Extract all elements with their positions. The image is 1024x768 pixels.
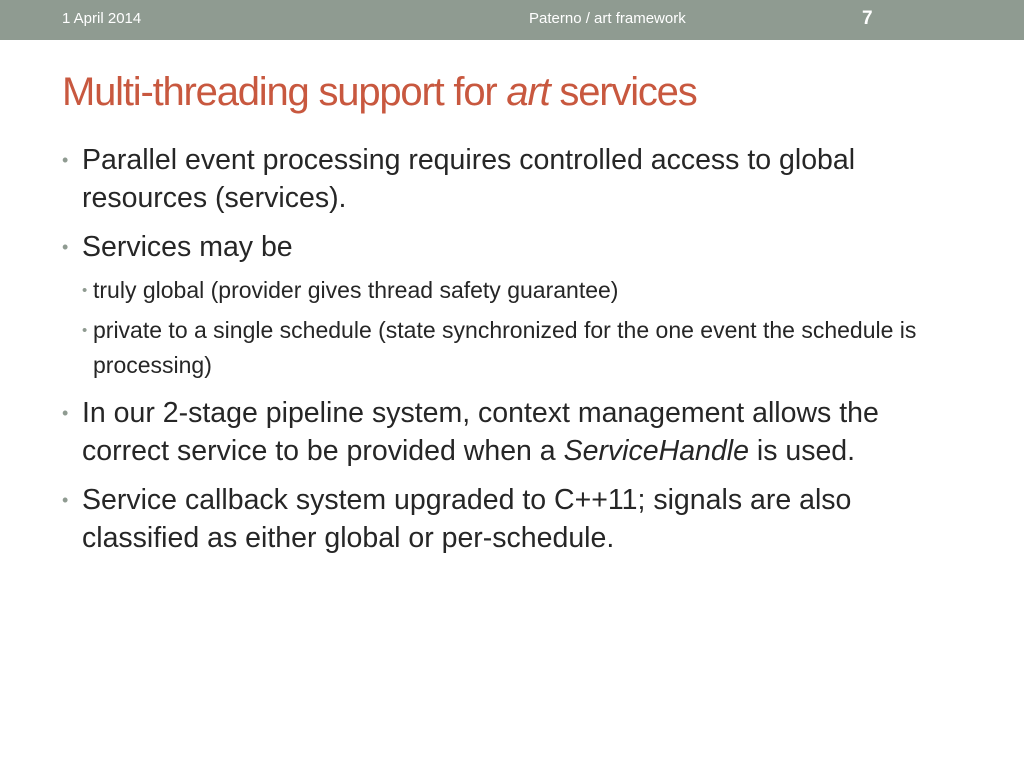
bullet-text: Parallel event processing requires controlled access to global resources (services). bbox=[82, 144, 856, 214]
slide-footer-text: Paterno / art framework bbox=[529, 10, 686, 27]
slide-page-number: 7 bbox=[862, 8, 873, 29]
slide-title bbox=[62, 66, 697, 118]
bullet-text-italic: ServiceHandle bbox=[563, 435, 749, 467]
sub-bullet-item bbox=[62, 313, 962, 383]
bullet-text-after: is used. bbox=[748, 435, 856, 467]
bullet-item bbox=[62, 141, 962, 217]
bullet-item bbox=[62, 228, 962, 383]
sub-bullet-text: truly global (provider gives thread safety guarantee) bbox=[93, 277, 619, 303]
slide-title-part1: Multi-threading support for bbox=[62, 70, 507, 114]
sub-bullet-list bbox=[82, 273, 962, 383]
bullet-text: Service callback system upgraded to C++11; signals are also classified as either global or per-schedule. bbox=[82, 484, 852, 554]
bullet-list bbox=[62, 141, 962, 568]
bullet-item bbox=[62, 394, 962, 470]
slide-title-italic: art bbox=[506, 70, 550, 114]
sub-bullet-text: private to a single schedule (state synchronized for the one event the schedule is processing) bbox=[93, 317, 917, 378]
slide-date: 1 April 2014 bbox=[62, 10, 142, 27]
slide-title-part3: services bbox=[549, 70, 697, 114]
bullet-text-before: In our 2-stage pipeline system, context management allows the correct service to be provided when a bbox=[82, 397, 879, 467]
sub-bullet-item bbox=[62, 273, 962, 308]
bullet-text: Services may be bbox=[82, 231, 293, 263]
header-bar bbox=[0, 0, 1024, 40]
bullet-item bbox=[62, 481, 962, 557]
